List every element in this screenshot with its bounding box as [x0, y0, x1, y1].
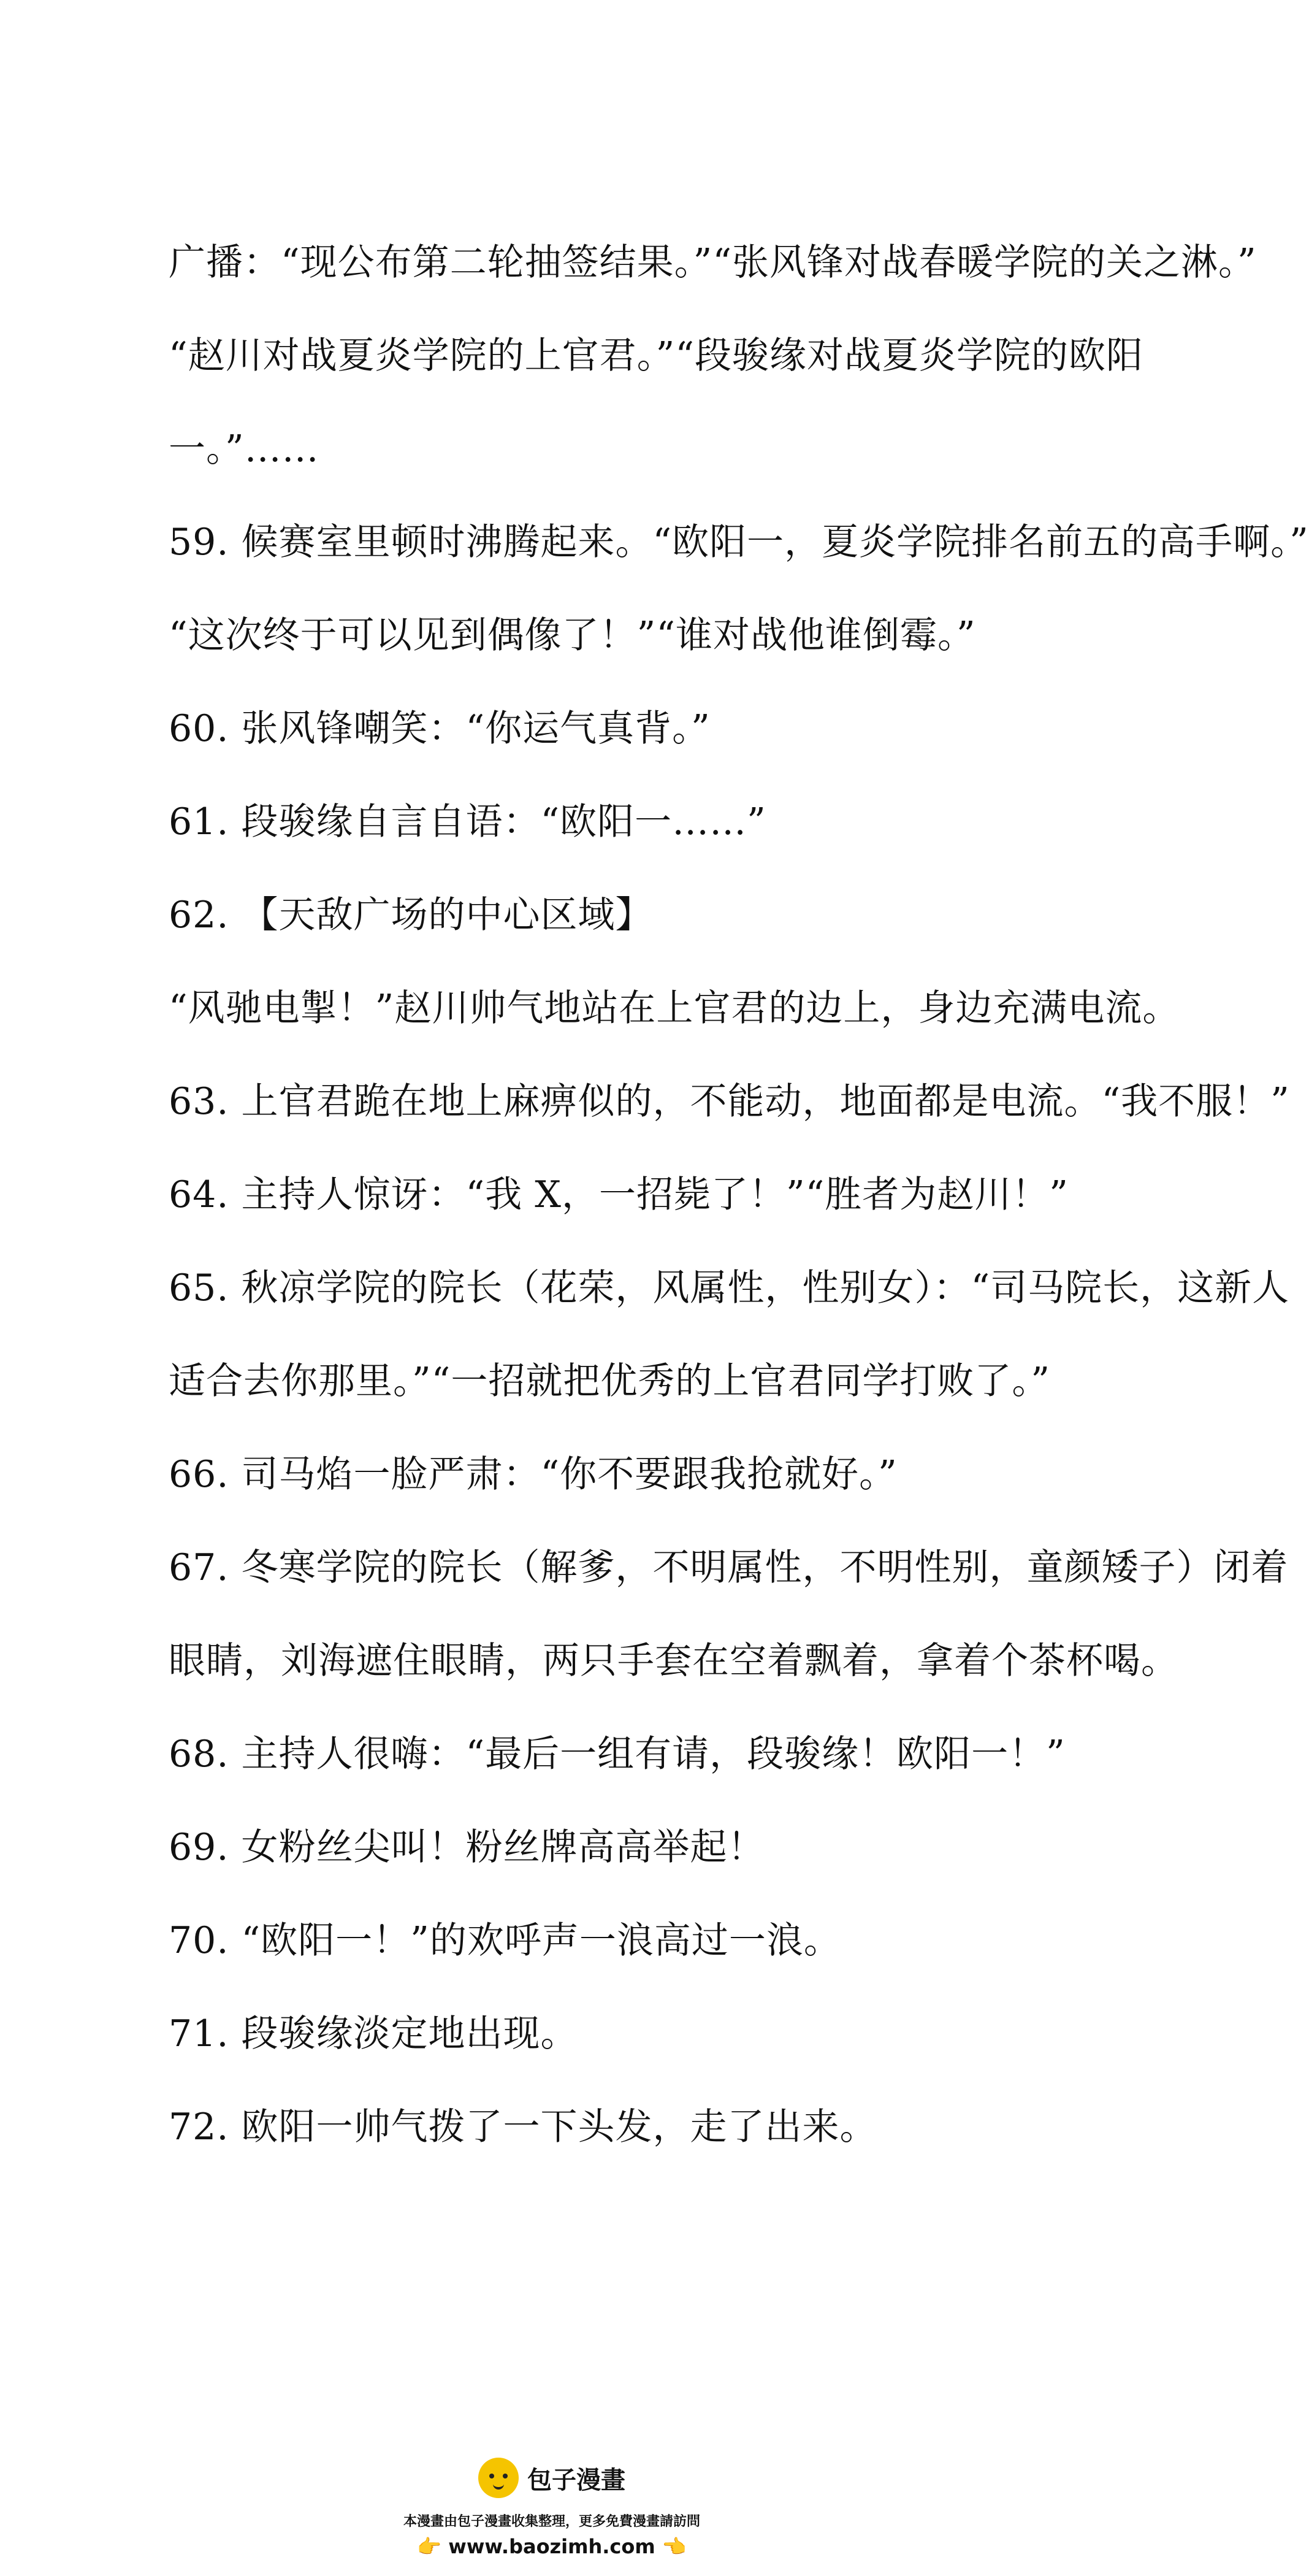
text-line: 67. 冬寒学院的院长（解爹，不明属性，不明性别，童颜矮子）闭着	[169, 1546, 1289, 1589]
text-line: 70. “欧阳一！”的欢呼声一浪高过一浪。	[169, 1919, 841, 1962]
pointing-right-icon: 👉	[417, 2535, 442, 2558]
footer-url-link[interactable]: www.baozimh.com	[448, 2535, 655, 2558]
footer-notice: 本漫畫由包子漫畫收集整理，更多免費漫畫請訪問	[403, 2514, 700, 2529]
text-line: 65. 秋凉学院的院长（花荣，风属性，性别女）：“司马院长，这新人	[169, 1267, 1290, 1309]
text-line: 眼睛，刘海遮住眼睛，两只手套在空着飘着，拿着个茶杯喝。	[169, 1639, 1178, 1682]
footer-url-row	[0, 2535, 1104, 2558]
text-line: 71. 段骏缘淡定地出现。	[169, 2012, 578, 2055]
brand-name: 包子漫畫	[527, 2466, 625, 2494]
text-line: 59. 候赛室里顿时沸腾起来。“欧阳一，夏炎学院排名前五的高手啊。”	[169, 521, 1309, 564]
text-line: 62. 【天敌广场的中心区域】	[169, 894, 653, 937]
text-line: 适合去你那里。”“一招就把优秀的上官君同学打败了。”	[169, 1360, 1051, 1403]
pointing-left-icon: 👈	[662, 2535, 687, 2558]
text-line: 69. 女粉丝尖叫！粉丝牌高高举起！	[169, 1826, 765, 1869]
text-line: 72. 欧阳一帅气拨了一下头发，走了出来。	[169, 2106, 877, 2149]
text-line: “风驰电掣！”赵川帅气地站在上官君的边上，身边充满电流。	[169, 987, 1180, 1030]
text-line: 68. 主持人很嗨：“最后一组有请，段骏缘！欧阳一！”	[169, 1733, 1066, 1776]
text-line: “这次终于可以见到偶像了！”“谁对战他谁倒霉。”	[169, 614, 976, 657]
bun-face-icon	[478, 2458, 519, 2498]
document-body	[169, 216, 1309, 2174]
text-line: 60. 张风锋嘲笑：“你运气真背。”	[169, 707, 711, 750]
text-line: 一。”……	[169, 427, 319, 470]
brand-row	[0, 2453, 1104, 2502]
text-line: 广播：“现公布第二轮抽签结果。”“张风锋对战春暖学院的关之淋。”	[169, 241, 1257, 284]
text-line: 61. 段骏缘自言自语：“欧阳一……”	[169, 800, 766, 843]
text-line: “赵川对战夏炎学院的上官君。”“段骏缘对战夏炎学院的欧阳	[169, 334, 1144, 377]
watermark-footer	[0, 2453, 1104, 2558]
text-line: 64. 主持人惊讶：“我 X，一招毙了！”“胜者为赵川！”	[169, 1173, 1069, 1216]
text-line: 63. 上官君跪在地上麻痹似的，不能动，地面都是电流。“我不服！”	[169, 1080, 1290, 1123]
text-line: 66. 司马焰一脸严肃：“你不要跟我抢就好。”	[169, 1453, 898, 1496]
